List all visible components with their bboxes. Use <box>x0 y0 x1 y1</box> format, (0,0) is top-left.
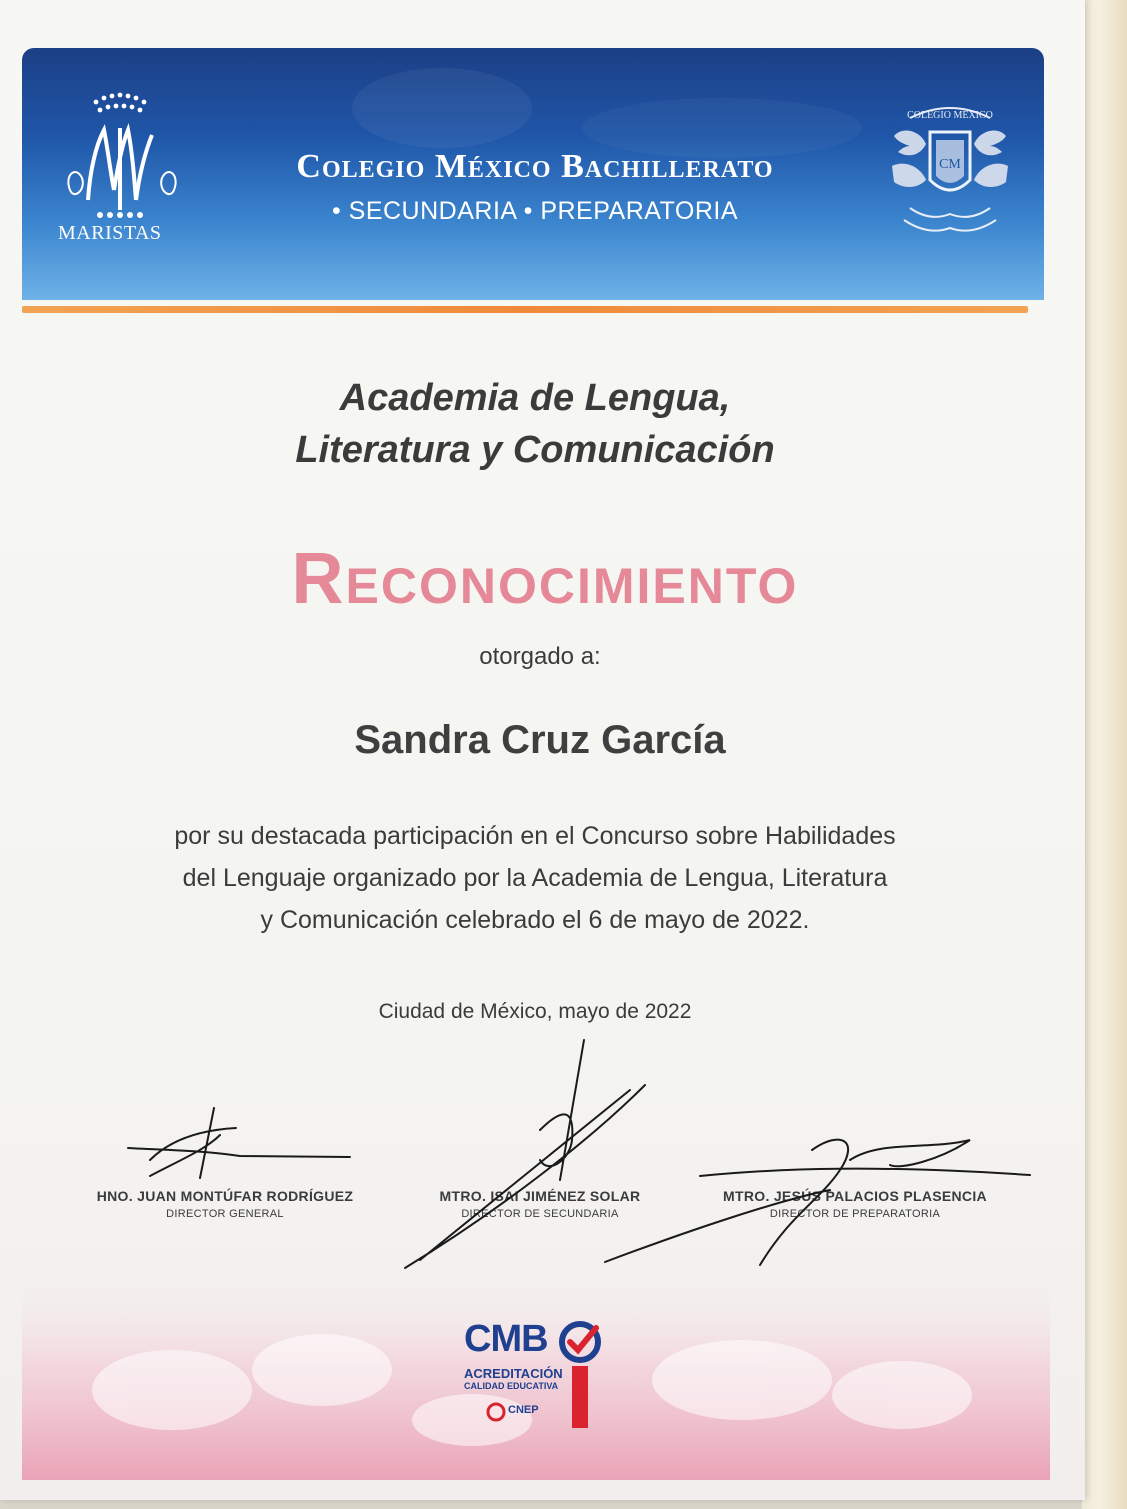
maristas-monogram-icon <box>48 50 198 225</box>
signatory-role: DIRECTOR GENERAL <box>166 1208 284 1220</box>
eagle-crest-icon <box>880 96 1020 246</box>
svg-text:CM: CM <box>939 157 961 172</box>
signatory-name: MTRO. ISAI JIMÉNEZ SOLAR <box>439 1188 641 1204</box>
cmb-brand: CMB <box>464 1318 548 1360</box>
signature-1 <box>128 1148 350 1157</box>
body-line-3: y Comunicación celebrado el 6 de mayo de 2022. <box>260 906 810 934</box>
college-subtitle: • SECUNDARIA • PREPARATORIA <box>331 197 739 225</box>
cmb-accreditation-logo <box>460 1318 620 1438</box>
signatory-role: DIRECTOR DE SECUNDARIA <box>461 1208 619 1220</box>
signatory-2 <box>415 1188 665 1220</box>
signatory-3 <box>690 1188 1020 1220</box>
colegio-mexico-crest <box>880 96 1020 246</box>
maristas-label: MARISTAS <box>58 222 162 244</box>
certificate-title: Reconocimiento <box>291 539 799 619</box>
crest-text: COLEGIO MEXICO <box>907 110 993 121</box>
academy-heading <box>100 372 970 476</box>
body-line-2: del Lenguaje organizado por la Academia de Lengua, Literatura <box>182 864 888 892</box>
cnep-label: CNEP <box>508 1404 539 1416</box>
granted-to-label: otorgado a: <box>479 643 601 670</box>
banner-stripe <box>22 306 1028 313</box>
cmb-acreditacion: ACREDITACIÓN <box>464 1366 563 1381</box>
background-edge <box>1082 0 1127 1509</box>
recipient-name: Sandra Cruz García <box>354 718 726 762</box>
cnep-badge-icon <box>486 1402 506 1422</box>
academy-line-2: Literatura y Comunicación <box>295 429 775 471</box>
signatory-name: MTRO. JESÚS PALACIOS PLASENCIA <box>723 1188 987 1204</box>
certificate-body <box>100 815 970 941</box>
signatory-name: HNO. JUAN MONTÚFAR RODRÍGUEZ <box>96 1188 354 1204</box>
signatory-1 <box>70 1188 380 1220</box>
body-line-1: por su destacada participación en el Concurso sobre Habilidades <box>174 822 896 850</box>
college-title: Colegio México Bachillerato <box>296 148 774 185</box>
place-date: Ciudad de México, mayo de 2022 <box>378 1000 692 1023</box>
cmb-calidad: CALIDAD EDUCATIVA <box>464 1381 559 1391</box>
academy-line-1: Academia de Lengua, <box>339 377 731 419</box>
maristas-logo <box>48 50 198 250</box>
signatory-role: DIRECTOR DE PREPARATORIA <box>769 1208 941 1220</box>
